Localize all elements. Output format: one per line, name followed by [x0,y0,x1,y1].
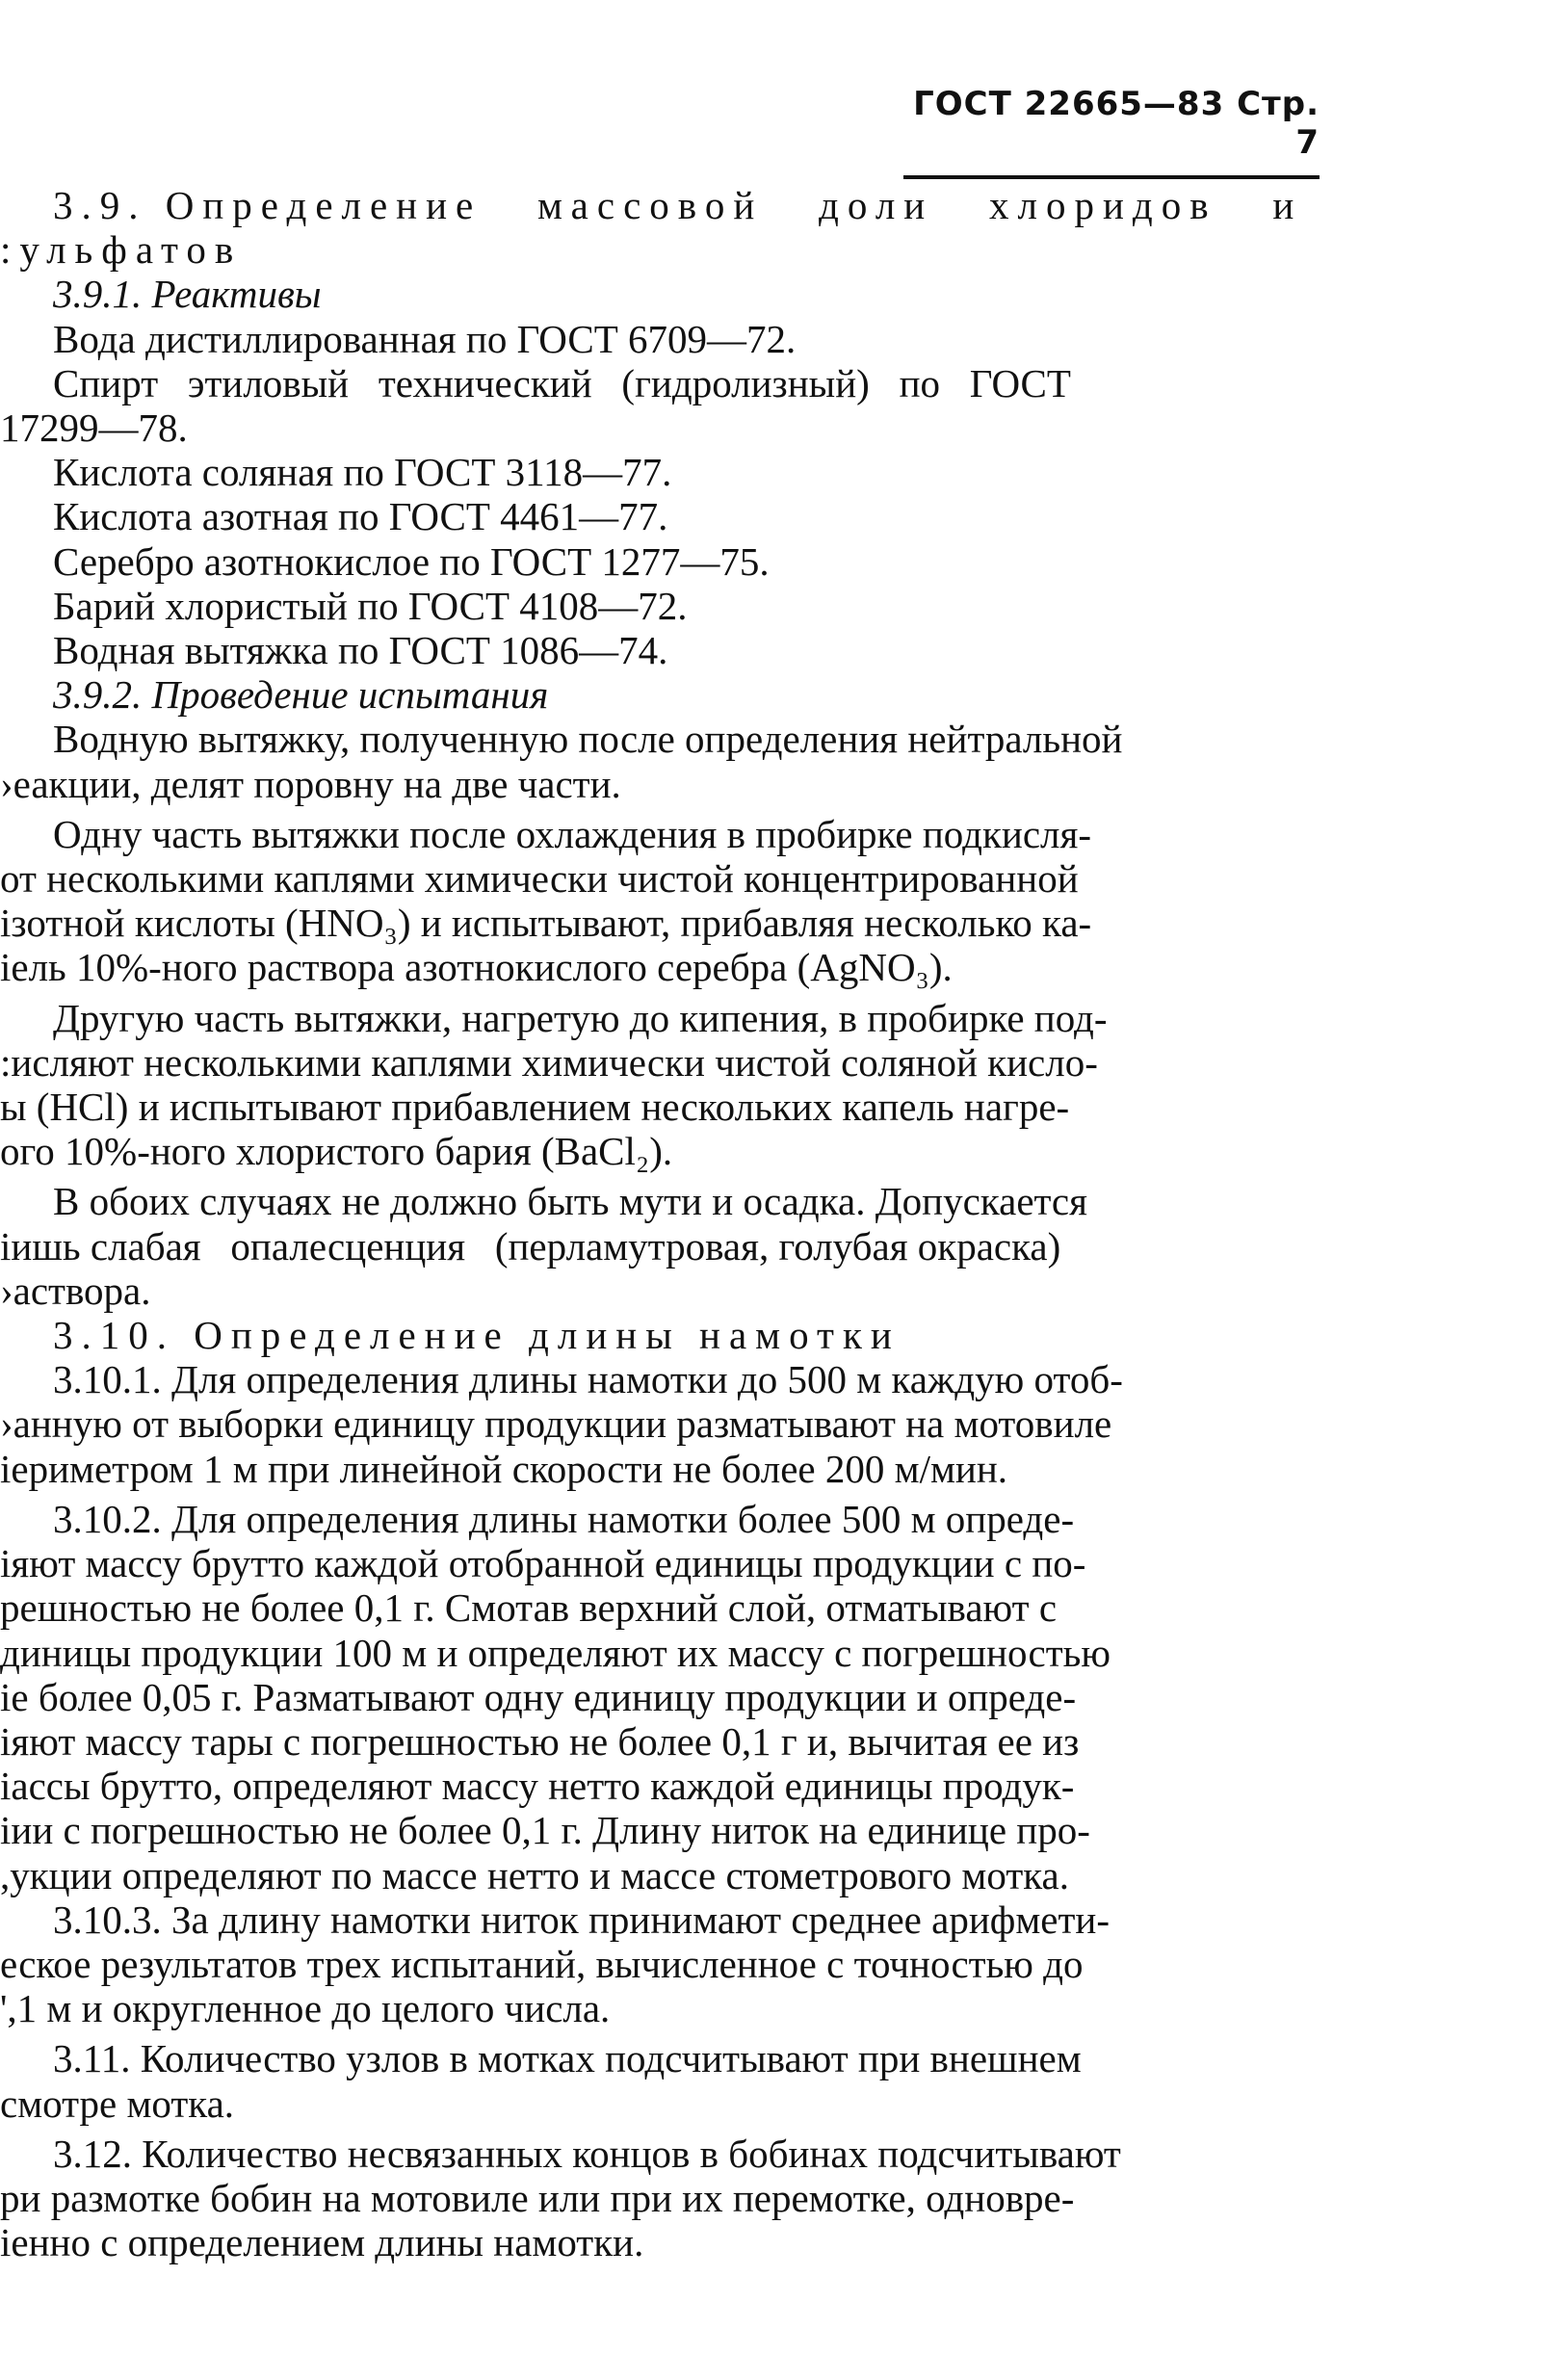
text-line: ›анную от выборки единицу продукции разматывают на мотовиле [0,1401,1112,1447]
text-line: 3.12. Количество несвязанных концов в бобинах подсчитывают [53,2131,1121,2176]
text-line: решностью не более 0,1 г. Смотав верхний слой, отматывают с [0,1585,1058,1631]
text-line: 3.11. Количество узлов в мотках подсчитывают при внешнем [53,2036,1082,2081]
text-line: Кислота соляная по ГОСТ 3118—77. [53,450,672,495]
text-line: іии с погрешностью не более 0,1 г. Длину ниток на единице про- [0,1808,1090,1853]
text-line: 3.10.1. Для определения длины намотки до 500 м каждую отоб- [53,1357,1123,1402]
text-line: ізотной кислоты (HNO₃) и испытывают, прибавляя несколько ка- [0,901,1092,946]
subsection-heading: 3.9.2. Проведение испытания [53,672,549,718]
text-line: Водную вытяжку, полученную после определения нейтральной [53,717,1123,762]
text-line: Водная вытяжка по ГОСТ 1086—74. [53,628,668,673]
text-line: В обоих случаях не должно быть мути и осадка. Допускается [53,1179,1087,1224]
text-line: :исляют несколькими каплями химически чистой соляной кисло- [0,1039,1098,1085]
text-line: 3.10.3. За длину намотки ниток принимают среднее арифмети- [53,1897,1110,1942]
text-line: 3.10.2. Для определения длины намотки более 500 м опреде- [53,1496,1075,1541]
text-line: Другую часть вытяжки, нагретую до кипения, в пробирке под- [53,995,1108,1040]
text-line: Кислота азотная по ГОСТ 4461—77. [53,494,668,539]
text-line: диницы продукции 100 м и определяют их массу с погрешностью [0,1630,1111,1675]
text-line: іяют массу тары с погрешностью не более 0,1 г и, вычитая ее из [0,1718,1080,1764]
text-line: Спирт этиловый технический (гидролизный) по ГОСТ [53,360,1071,406]
text-line: ри размотке бобин на мотовиле или при их перемотке, одновре- [0,2175,1075,2220]
text-line: Барий хлористый по ГОСТ 4108—72. [53,583,688,628]
text-line: іель 10%-ного раствора азотнокислого серебра (AgNO₃). [0,945,953,990]
text-line: Одну часть вытяжки после охлаждения в пробирке подкисля- [53,811,1092,856]
text-line: ',1 м и округленное до целого числа. [0,1986,611,2031]
text-line: еское результатов трех испытаний, вычисленное с точностью до [0,1941,1084,1986]
text-line: :ульфатов [0,227,243,273]
text-line: іериметром 1 м при линейной скорости не более 200 м/мин. [0,1446,1008,1491]
text-line: ›аствора. [0,1268,151,1313]
section-heading: 3.10. Определение длины намотки [53,1313,901,1358]
document-body [0,183,1324,2264]
text-line: Вода дистиллированная по ГОСТ 6709—72. [53,316,797,361]
section-heading: 3.9. Определение массовой доли хлоридов и [53,183,1303,227]
text-line: іе более 0,05 г. Разматывают одну единицу продукции и опреде- [0,1674,1077,1719]
subsection-heading: 3.9.1. Реактивы [53,272,322,317]
text-line: ы (HCl) и испытывают прибавлением нескольких капель нагре- [0,1085,1070,1130]
text-line: Серебро азотнокислое по ГОСТ 1277—75. [53,538,770,584]
text-line: іенно с определением длины намотки. [0,2220,644,2265]
text-line: смотре мотка. [0,2080,235,2126]
text-line: ого 10%-ного хлористого бария (BaCl₂). [0,1129,673,1174]
text-line: іишь слабая опалесценция (перламутровая, голубая окраска) [0,1223,1061,1269]
text-line: іассы брутто, определяют массу нетто каждой единицы продук- [0,1764,1075,1809]
text-line: 17299—78. [0,406,188,451]
text-line: ›еакции, делят поровну на две части. [0,761,621,806]
text-line: от несколькими каплями химически чистой концентрированной [0,856,1079,902]
text-line: іяют массу брутто каждой отобранной единицы продукции с по- [0,1541,1086,1586]
page-header: ГОСТ 22665—83 Стр. 7 [903,85,1320,179]
text-line: ,укции определяют по массе нетто и массе стометрового мотка. [0,1852,1070,1897]
